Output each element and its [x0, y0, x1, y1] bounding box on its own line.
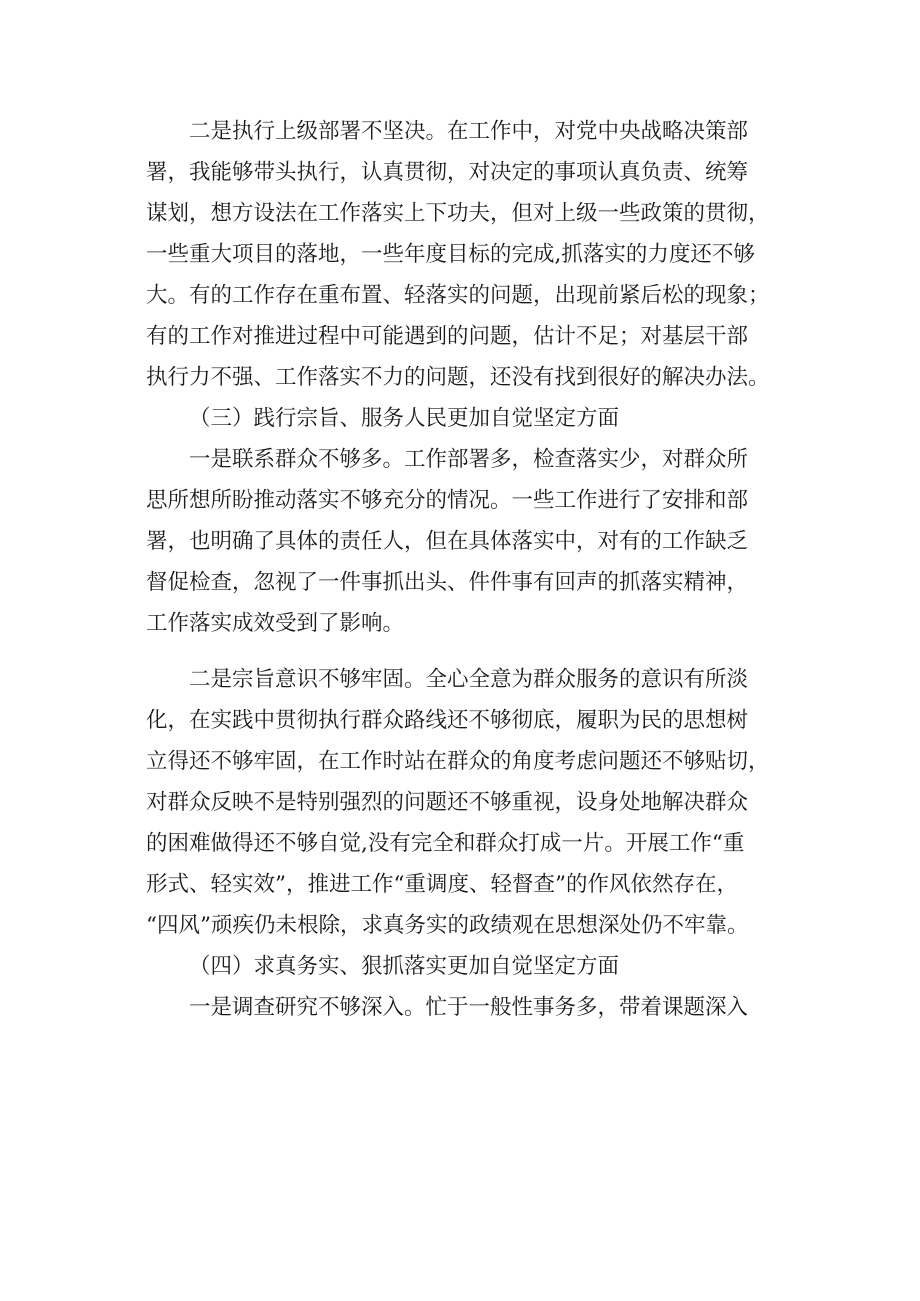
paragraph-research: [146, 987, 806, 1028]
text-line: 一是联系群众不够多。工作部署多，检查落实少，对群众所: [189, 447, 749, 472]
section-heading: （三）践行宗旨、服务人民更加自觉坚定方面: [189, 406, 620, 431]
text-line: 思所想所盼推动落实不够充分的情况。一些工作进行了安排和部: [146, 488, 749, 513]
text-line: 立得还不够牢固，在工作时站在群众的角度考虑问题还不够贴切，: [146, 749, 770, 774]
text-line: 署，也明确了具体的责任人，但在具体落实中，对有的工作缺乏: [146, 529, 749, 554]
text-line: 督促检查，忽视了一件事抓出头、件件事有回声的抓落实精神，: [146, 570, 749, 595]
text-line: 大。有的工作存在重布置、轻落实的问题，出现前紧后松的现象；: [146, 283, 770, 308]
text-line: 对群众反映不是特别强烈的问题还不够重视，设身处地解决群众: [146, 790, 749, 815]
section-heading-three: [146, 398, 806, 439]
paragraph-purpose-awareness: [146, 659, 806, 946]
text-line: 形式、轻实效”，推进工作“重调度、轻督查”的作风依然存在，: [146, 872, 738, 897]
paragraph-spacer: [146, 644, 806, 659]
text-line: 的困难做得还不够自觉,没有完全和群众打成一片。开展工作“重: [146, 831, 745, 856]
text-line: 署，我能够带头执行，认真贯彻，对决定的事项认真负责、统筹: [146, 160, 749, 185]
text-line: 谋划，想方设法在工作落实上下功夫，但对上级一些政策的贯彻，: [146, 201, 770, 226]
text-line: “四风”顽疾仍未根除，求真务实的政绩观在思想深处仍不牢靠。: [146, 913, 749, 938]
paragraph-contact-masses: [146, 439, 806, 644]
text-line: 执行力不强、工作落实不力的问题，还没有找到很好的解决办法。: [146, 365, 770, 390]
paragraph-execution: [146, 111, 806, 398]
text-line: 二是宗旨意识不够牢固。全心全意为群众服务的意识有所淡: [189, 667, 749, 692]
text-line: 化，在实践中贯彻执行群众路线还不够彻底，履职为民的思想树: [146, 708, 749, 733]
text-line: 工作落实成效受到了影响。: [146, 611, 405, 636]
text-line: 一些重大项目的落地，一些年度目标的完成,抓落实的力度还不够: [146, 242, 755, 267]
section-heading-four: [146, 946, 806, 987]
text-line: 二是执行上级部署不坚决。在工作中，对党中央战略决策部: [189, 119, 749, 144]
text-line: 一是调查研究不够深入。忙于一般性事务多，带着课题深入: [189, 995, 749, 1020]
document-body: [146, 111, 806, 1028]
text-line: 有的工作对推进过程中可能遇到的问题，估计不足；对基层干部: [146, 324, 749, 349]
section-heading: （四）求真务实、狠抓落实更加自觉坚定方面: [189, 954, 620, 979]
